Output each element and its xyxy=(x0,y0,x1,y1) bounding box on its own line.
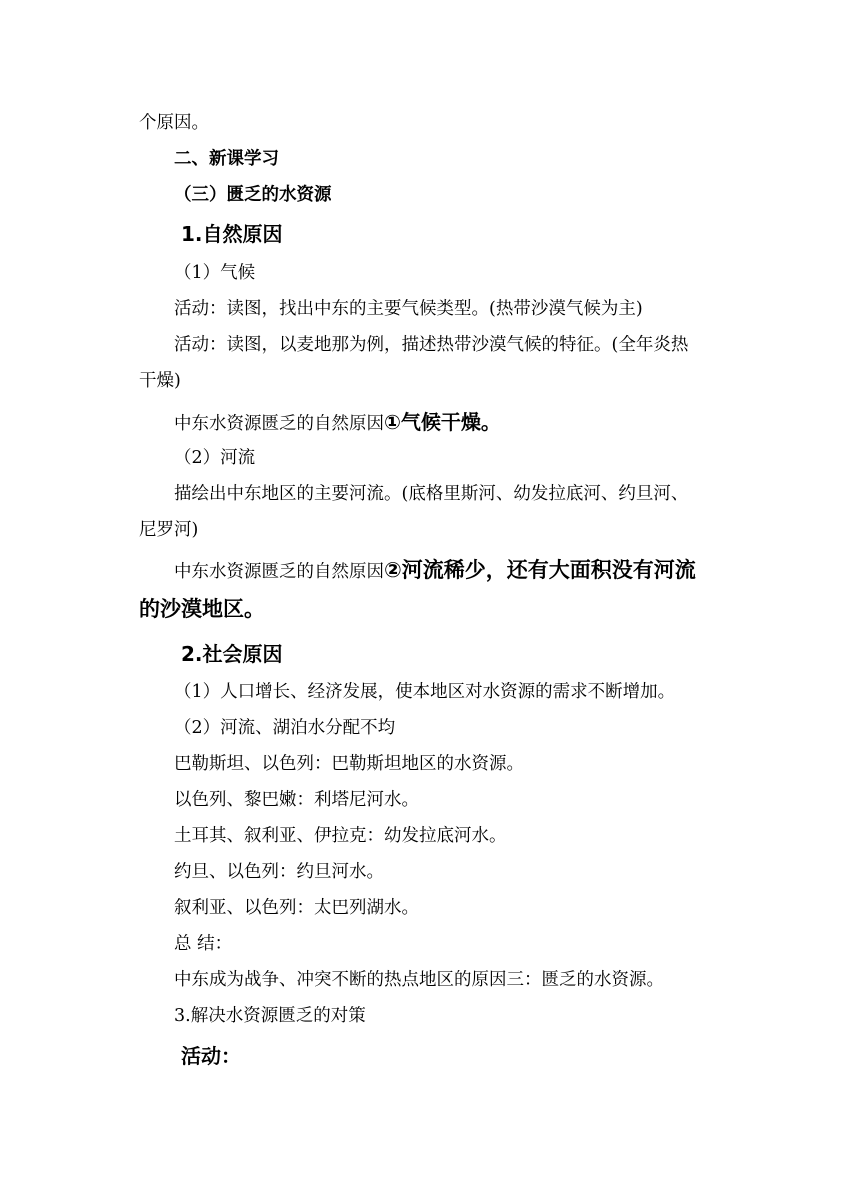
text-line: 叙利亚、以色列：太巴列湖水。 xyxy=(174,898,419,918)
heading-natural-causes: 1.自然原因 xyxy=(181,222,283,246)
text-line: 活动：读图，以麦地那为例，描述热带沙漠气候的特征。(全年炎热 xyxy=(174,335,689,355)
text-line: 以色列、黎巴嫩：利塔尼河水。 xyxy=(174,790,419,810)
text-line: （2）河流 xyxy=(174,448,256,468)
text-line: 3.解决水资源匮乏的对策 xyxy=(174,1006,366,1026)
text-line: 约旦、以色列：约旦河水。 xyxy=(174,862,384,882)
text-line: 中东成为战争、冲突不断的热点地区的原因三：匮乏的水资源。 xyxy=(174,970,664,990)
text-line: 个原因。 xyxy=(139,113,209,133)
text-line: 尼罗河) xyxy=(139,520,199,540)
emphasis-text: ①气候干燥。 xyxy=(384,410,501,434)
heading-social-causes: 2.社会原因 xyxy=(181,642,283,666)
text-line: 活动：读图，找出中东的主要气候类型。(热带沙漠气候为主) xyxy=(174,299,643,319)
text-line xyxy=(174,555,696,585)
emphasis-text: 的沙漠地区。 xyxy=(139,597,265,621)
text-line: （2）河流、湖泊水分配不均 xyxy=(174,718,396,738)
text-line: 巴勒斯坦、以色列：巴勒斯坦地区的水资源。 xyxy=(174,754,524,774)
emphasis-text: ②河流稀少，还有大面积没有河流 xyxy=(384,558,696,582)
text-line: （1）气候 xyxy=(174,263,256,283)
text-line: 干燥) xyxy=(139,371,181,391)
text-span: 中东水资源匮乏的自然原因 xyxy=(174,562,384,582)
text-line: 描绘出中东地区的主要河流。(底格里斯河、幼发拉底河、约旦河、 xyxy=(174,484,689,504)
text-line: （1）人口增长、经济发展，使本地区对水资源的需求不断增加。 xyxy=(174,682,676,702)
subsection-heading: （三）匮乏的水资源 xyxy=(174,185,332,205)
section-heading: 二、新课学习 xyxy=(174,149,279,169)
activity-heading: 活动： xyxy=(181,1044,241,1068)
text-line: 土耳其、叙利亚、伊拉克：幼发拉底河水。 xyxy=(174,826,507,846)
text-line xyxy=(174,408,501,436)
text-span: 中东水资源匮乏的自然原因 xyxy=(174,414,384,434)
text-line: 总 结： xyxy=(174,934,233,954)
